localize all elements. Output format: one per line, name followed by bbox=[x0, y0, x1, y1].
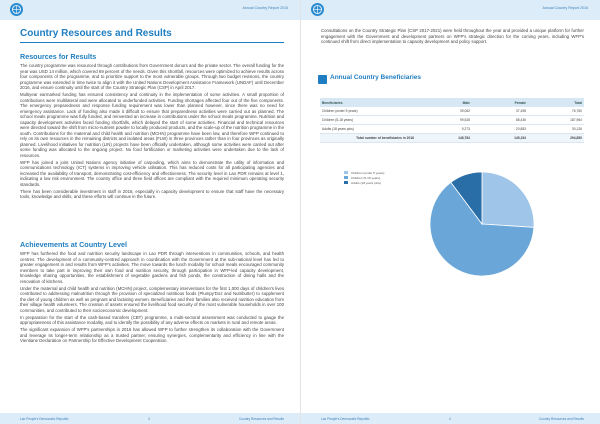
wfp-logo-icon bbox=[10, 3, 23, 16]
beneficiaries-icon bbox=[318, 75, 327, 84]
paragraph: The significant expansion of WFP's partnerships in 2016 has allowed WFP to further strengthen its collaboration with the Government and leverage its longer-term relationship as a trusted partner, ensuring synergies, complementarity and efficiency in line with the Vientiane Declaration on Partnership for Effective Development Cooperation. bbox=[20, 327, 284, 344]
achievements-heading: Achievements at Country Level bbox=[20, 240, 128, 249]
row-female: 37,498 bbox=[472, 107, 528, 116]
paragraph: Consultations on the Country Strategic Plan (CSP 2017-2021) were held throughout the year and provided a unique platform for further engagement with the Government and development partners on WFP's strategic direction for the coming years, including WFP's continued shift from direct implementation to capacity development and policy support. bbox=[321, 28, 584, 44]
paragraph: WFP has furthered the food and nutrition security landscape in Lao PDR through interventions in communities, schools, and health centres. The development of a community-centred approach in coordination with the Government at the sub-national level has led to greater engagement in and results from WFP's activities. The move towards the lunch modality for school meals encouraged community members to take part in improving their own food and nutrition security, through participation in WFP-led capacity development, knowledge sharing opportunities, the establishment of vegetable gardens and fish ponds, the construction of dining halls and the renovation of kitchens. bbox=[20, 251, 284, 284]
page-footer bbox=[301, 413, 600, 424]
footer-page-number: 3 bbox=[148, 417, 150, 421]
paragraph: The country programme was resourced through contributions from Government donors and the private sector. The overall funding for the year was USD 14 million, which covered 69 percent of the needs. Given this shortfall, resources were optimized to achieve results across four components of the programme, and to prioritize support to the most vulnerable groups. Through two budget revisions, the country programme was extended in time twice to align it with the United Nations Development Assistance Framework (UNDAF) until December 2016, and ensure continuity until the start of the Country Strategic Plan (CSP) in April 2017. bbox=[20, 63, 284, 90]
paragraph: In preparation for the start of the cash-based transfers (CBT) programme, a multi-sectoral assessment was conducted to gauge the appropriateness of this assistance modality, and to identify the possibility of any adverse effects on markets in rural and remote areas. bbox=[20, 314, 284, 326]
row-female: 88,436 bbox=[472, 116, 528, 125]
legend-label: Adults (18 years plus) bbox=[351, 180, 381, 185]
table-header-row bbox=[320, 98, 584, 107]
page-header bbox=[0, 0, 300, 20]
column-header: Total bbox=[528, 98, 584, 107]
beneficiaries-pie-chart bbox=[320, 168, 584, 280]
row-female: 20,853 bbox=[472, 125, 528, 134]
row-total: 30,126 bbox=[528, 125, 584, 134]
row-category: Adults (18 years plus) bbox=[320, 125, 416, 134]
paragraph: WFP has joined a joint United Nations agency initiative of carpooling, which aims to demonstrate the utility of information and communications technology (ICT) systems in improving vehicle utilisation. This has reduced costs for all participating agencies and increased the availability of transport, demonstrating cost-efficiency and effectiveness. The security level in Lao PDR remains at level 1, indicating a low risk environment. The country office and three field offices are compliant with the required minimum operating security standards. bbox=[20, 159, 284, 187]
column-header: Female bbox=[472, 98, 528, 107]
legend-label: Children (under 5 years) bbox=[351, 170, 385, 175]
footer-section: Country Resources and Results bbox=[538, 417, 584, 421]
title-divider bbox=[20, 42, 284, 43]
row-male: 99,528 bbox=[416, 116, 472, 125]
row-male: 9,273 bbox=[416, 125, 472, 134]
total-female: 145,154 bbox=[472, 134, 528, 143]
legend-label: Children (5-18 years) bbox=[351, 175, 381, 180]
beneficiaries-heading: Annual Country Beneficiaries bbox=[330, 74, 422, 81]
beneficiaries-table bbox=[320, 98, 584, 143]
row-category: Children (under 5 years) bbox=[320, 107, 416, 116]
total-male: 148,784 bbox=[416, 134, 472, 143]
footer-section: Country Resources and Results bbox=[238, 417, 284, 421]
csp-intro-text bbox=[321, 28, 584, 56]
paragraph: Under the maternal and child health and nutrition (MCHN) project, complementary interventions for the first 1,000 days of children's lives contributed to addressing malnutrition through the provision of specialized nutritious foods (Plumpy'Doz and Nutributter) to supplement the diet of young children as well as pregnant and lactating women. Beneficiaries and their families also received nutrition education from their village health volunteers. The creation of assets ensured the livelihood food security of the most vulnerable households in over 100 communities, and contributed to their socioeconomic development. bbox=[20, 285, 284, 313]
page-header bbox=[301, 0, 600, 20]
row-category: Children (5-18 years) bbox=[320, 116, 416, 125]
header-report-title: Annual Country Report 2016 bbox=[542, 6, 588, 10]
paragraph: Multiyear earmarked funding has ensured consistency and continuity in the implementation of some activities. A small proportion of contributions were multilateral and were allocated to underfunded activities. Funding shortages affected four out of the five components. The emergency preparedness and response funding requirement was lower than planned however, since there was no need for emergency assistance. Lack of funding also made it difficult to ensure that preparedness activities were carried out as planned. The school meals programme was fully funded, and reinvested an increase in contributions under the school meals programme. Nutrition and capacity development activities faced funding shortfalls, which delayed the start of some activities. Financial and technical resources were directed toward the shift from micro-nutrient powder to locally produced products, and the scale-up of the nutrition programme in the south. Contributions for the maternal and child health and nutrition (MCHN) programme have been low, and therefore WFP continued to rely on its own resources in the remaining districts and isolated areas (FLW) in three provinces rather than in four provinces as originally planned. Livelihood initiatives for nutrition (LIN) projects have been officially undertaken, although some activities were carried out after some funding was allocated to the ongoing project. No food fortification or marketing activities were undertaken due to the lack of resources. bbox=[20, 92, 284, 158]
footer-org: Lao People's Democratic Republic bbox=[321, 417, 370, 421]
resources-heading: Resources for Results bbox=[20, 52, 97, 61]
pie-chart-svg bbox=[320, 168, 584, 280]
total-all: 294,850 bbox=[528, 134, 584, 143]
table-total-row bbox=[320, 134, 584, 143]
row-male: 39,062 bbox=[416, 107, 472, 116]
header-report-title: Annual Country Report 2016 bbox=[242, 6, 288, 10]
row-total: 76,760 bbox=[528, 107, 584, 116]
footer-page-number: 4 bbox=[449, 417, 451, 421]
table-row bbox=[320, 125, 584, 134]
pie-slice bbox=[482, 172, 534, 227]
column-header: Beneficiaries bbox=[320, 98, 416, 107]
total-label: Total number of beneficiaries in 2016 bbox=[320, 134, 416, 143]
page-footer bbox=[0, 413, 300, 424]
table-row bbox=[320, 107, 584, 116]
achievements-text bbox=[20, 251, 284, 407]
row-total: 187,964 bbox=[528, 116, 584, 125]
column-header: Male bbox=[416, 98, 472, 107]
wfp-logo-icon bbox=[311, 3, 324, 16]
page-title: Country Resources and Results bbox=[20, 28, 172, 39]
paragraph: There has been considerable investment in staff in 2016, especially in capacity development to ensure that staff have the necessary tools, knowledge and skills, and these efforts will continue in the future. bbox=[20, 188, 284, 200]
table-row bbox=[320, 116, 584, 125]
resources-text bbox=[20, 63, 284, 221]
footer-org: Lao People's Democratic Republic bbox=[20, 417, 69, 421]
